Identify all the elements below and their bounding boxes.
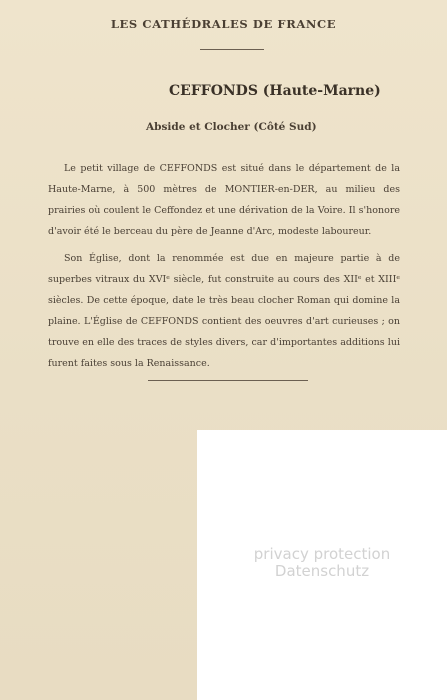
series-title: LES CATHÉDRALES DE FRANCE	[110, 17, 337, 31]
paragraph-2: Son Église, dont la renommée est due en majeure partie à de superbes vitraux du XVIᵉ siècle, fut construite au cours des XIIᵉ et XIIIᵉ siècles. De cette époque, date le très beau clocher Roman qui domine la plaine. L'Église de CEFFONDS contient des oeuvres d'art curieuses ; on trouve en elle des traces de styles divers, car d'importantes additions lui furent faites sous la Renaissance.	[48, 253, 400, 369]
top-divider	[200, 49, 264, 50]
view-subtitle: Abside et Clocher (Côté Sud)	[146, 121, 317, 133]
privacy-text-de: Datenschutz	[274, 562, 370, 580]
paragraph-1: Le petit village de CEFFONDS est situé dans le département de la Haute-Marne, à 500 mètres de MONTIER-en-DER, au milieu des prairies où coulent le Ceffondez et une dérivation de la Voire. Il s'honore d'avoir été le berceau du père de Jeanne d'Arc, modeste laboureur.	[48, 163, 400, 237]
bottom-divider	[148, 380, 308, 381]
privacy-text: privacy protection	[253, 545, 391, 563]
place-title: CEFFONDS (Haute-Marne)	[169, 83, 381, 99]
